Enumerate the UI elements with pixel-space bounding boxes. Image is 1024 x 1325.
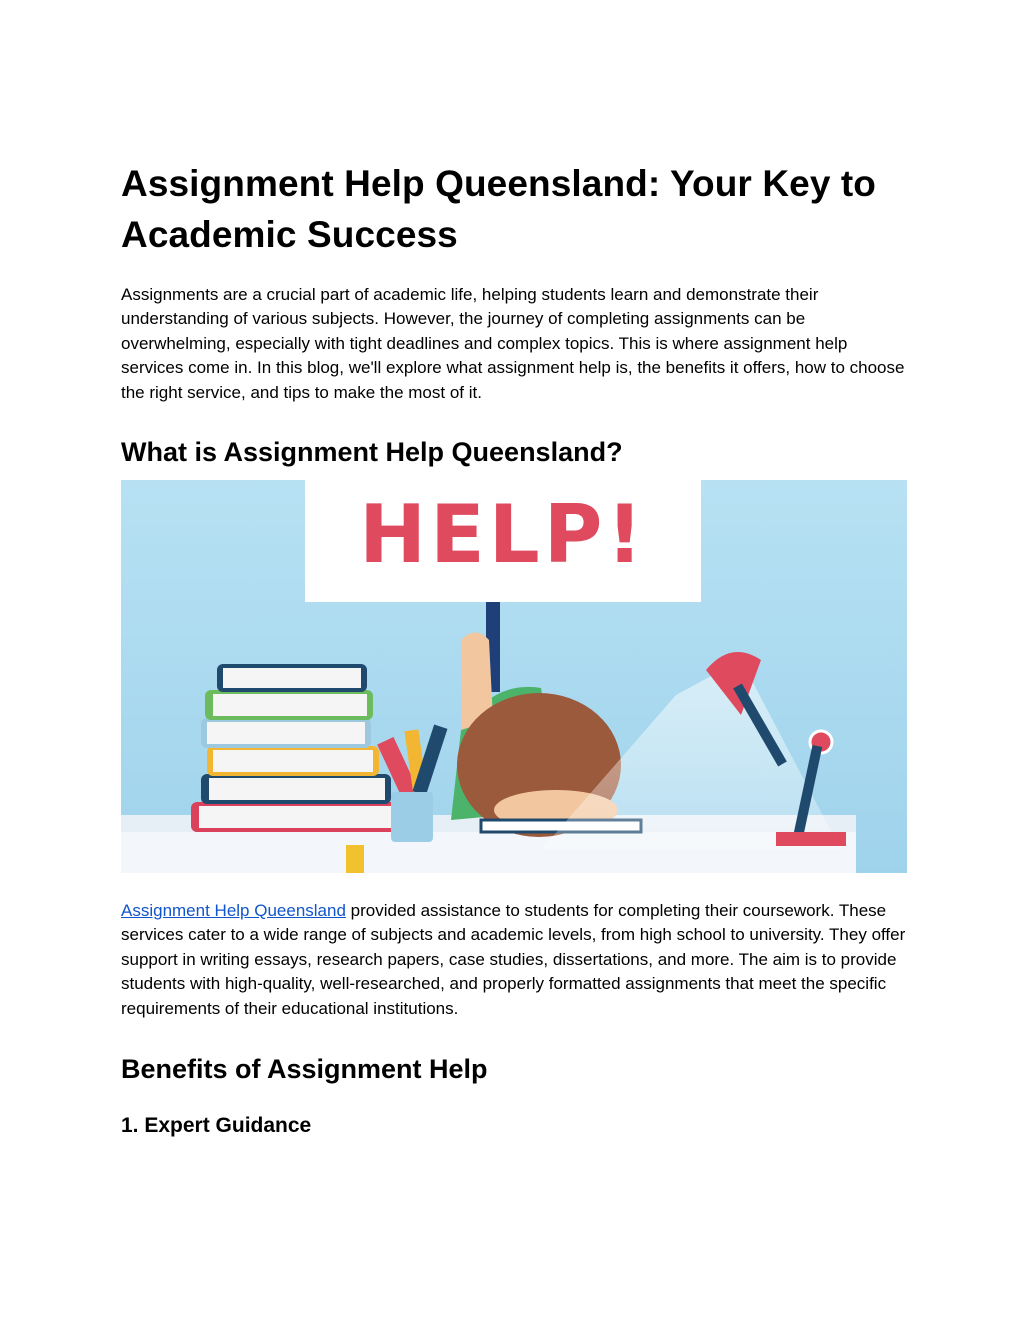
intro-paragraph: Assignments are a crucial part of academic life, helping students learn and demonstrate their understanding of various subjects. However, the journey of completing assignments can be overwhelming, especially with tight deadlines and complex topics. This is where assignment help services come in. In this blog, we'll explore what assignment help is, the benefits it offers, how to choose the right service, and tips to make the most of it. [121,285,905,402]
section-heading-benefits: Benefits of Assignment Help [121,1054,488,1084]
subsection-heading-expert-guidance: 1. Expert Guidance [121,1114,312,1137]
section1-body-text: provided assistance to students for completing their coursework. These services cater to a wide range of subjects and academic levels, from high school to university. They offer support in writing essays, research papers, case studies, dissertations, and more. The aim is to provide students with high-quality, well-researched, and properly formatted assignments that meet the specific requirements of their educational institutions. [121,901,906,1018]
help-illustration [121,480,907,873]
section-heading-what-is: What is Assignment Help Queensland? [121,437,623,467]
page-title: Assignment Help Queensland: Your Key to Academic Success [121,163,876,255]
section1-paragraph [121,899,907,1021]
help-sign-text: HELP! [359,488,647,581]
assignment-help-queensland-link[interactable]: Assignment Help Queensland [121,901,346,920]
